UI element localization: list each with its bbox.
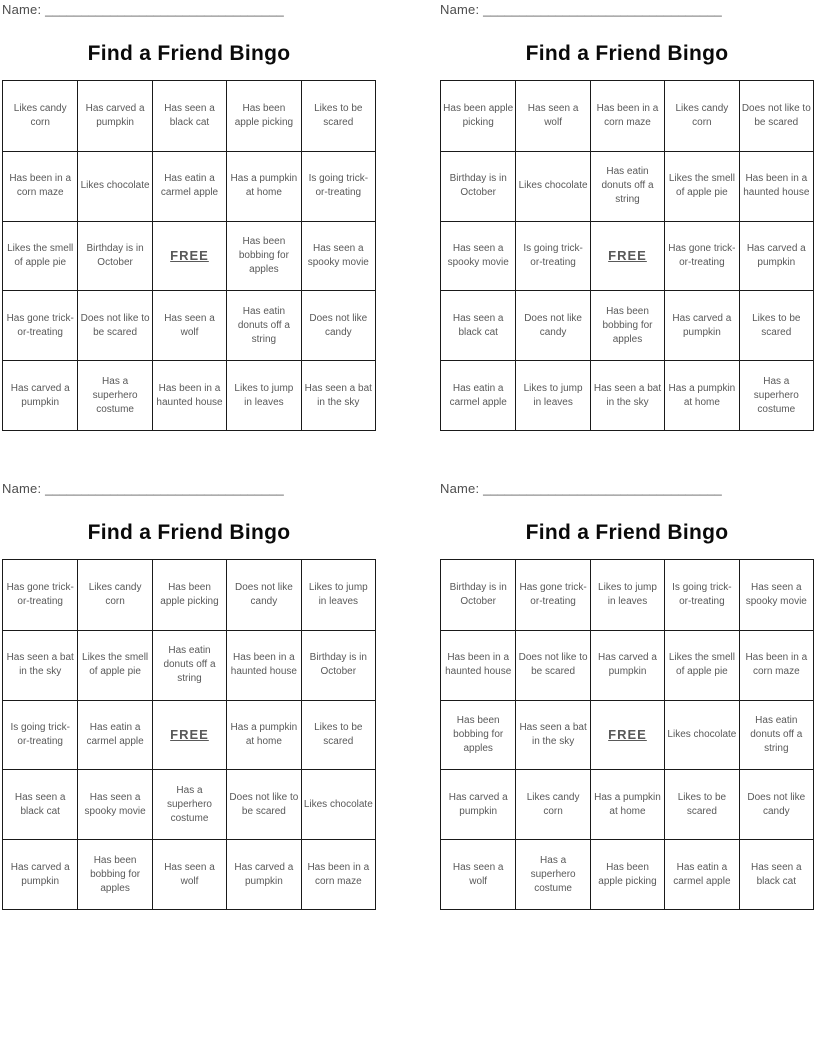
bingo-cell: Has a pumpkin at home: [664, 360, 738, 430]
free-cell: FREE: [590, 700, 664, 770]
bingo-cell: Has carved a pumpkin: [739, 221, 813, 291]
bingo-cell: Does not like to be scared: [226, 769, 300, 839]
name-blank: _________________________________: [483, 481, 722, 496]
free-cell: FREE: [152, 221, 226, 291]
bingo-cell: Has a superhero costume: [739, 360, 813, 430]
bingo-cell: Has seen a wolf: [441, 839, 515, 909]
bingo-cell: Likes the smell of apple pie: [664, 151, 738, 221]
bingo-cell: Likes to jump in leaves: [515, 360, 589, 430]
bingo-cell: Has seen a wolf: [515, 81, 589, 151]
bingo-cell: Has a superhero costume: [152, 769, 226, 839]
bingo-cell: Has been in a corn maze: [590, 81, 664, 151]
bingo-cell: Has seen a bat in the sky: [301, 360, 375, 430]
name-blank: _________________________________: [45, 2, 284, 17]
bingo-cell: Birthday is in October: [301, 630, 375, 700]
bingo-card-bottom-right: [440, 481, 814, 911]
bingo-card-top-right: [440, 2, 814, 432]
bingo-cell: Is going trick-or-treating: [301, 151, 375, 221]
name-label: Name:: [2, 2, 42, 17]
bingo-cell: Has a pumpkin at home: [226, 151, 300, 221]
bingo-cell: Has eatin a carmel apple: [441, 360, 515, 430]
bingo-cell: Has a superhero costume: [77, 360, 151, 430]
bingo-cell: Has seen a spooky movie: [301, 221, 375, 291]
bingo-cell: Does not like candy: [301, 290, 375, 360]
bingo-cell: Has seen a black cat: [3, 769, 77, 839]
bingo-cell: Has seen a spooky movie: [77, 769, 151, 839]
bingo-cell: Has been in a corn maze: [301, 839, 375, 909]
bingo-cell: Likes candy corn: [515, 769, 589, 839]
name-line: [2, 2, 284, 17]
bingo-cell: Has eatin donuts off a string: [152, 630, 226, 700]
bingo-cell: Has been bobbing for apples: [77, 839, 151, 909]
bingo-cell: Has a pumpkin at home: [590, 769, 664, 839]
bingo-cell: Does not like to be scared: [77, 290, 151, 360]
name-line: [440, 481, 722, 496]
bingo-cell: Has seen a bat in the sky: [590, 360, 664, 430]
bingo-card-top-left: [2, 2, 376, 432]
bingo-cell: Has carved a pumpkin: [3, 360, 77, 430]
bingo-cell: Likes chocolate: [664, 700, 738, 770]
bingo-cell: Is going trick-or-treating: [664, 560, 738, 630]
card-title: Find a Friend Bingo: [525, 521, 729, 544]
free-cell: FREE: [590, 221, 664, 291]
bingo-cell: Has been in a haunted house: [152, 360, 226, 430]
bingo-cell: Has eatin donuts off a string: [590, 151, 664, 221]
bingo-grid: [2, 80, 376, 431]
bingo-cell: Has been in a corn maze: [3, 151, 77, 221]
bingo-cell: Birthday is in October: [441, 151, 515, 221]
bingo-cell: Has seen a black cat: [441, 290, 515, 360]
bingo-cell: Has gone trick-or-treating: [515, 560, 589, 630]
card-title: Find a Friend Bingo: [87, 42, 291, 65]
bingo-cell: Has been bobbing for apples: [441, 700, 515, 770]
bingo-cell: Likes the smell of apple pie: [3, 221, 77, 291]
bingo-cell: Has carved a pumpkin: [3, 839, 77, 909]
bingo-cell: Has been bobbing for apples: [226, 221, 300, 291]
bingo-cell: Has eatin donuts off a string: [739, 700, 813, 770]
bingo-cell: Has been in a haunted house: [739, 151, 813, 221]
bingo-cell: Has seen a spooky movie: [441, 221, 515, 291]
name-line: [2, 481, 284, 496]
bingo-cell: Has gone trick-or-treating: [3, 290, 77, 360]
bingo-cell: Has been in a corn maze: [739, 630, 813, 700]
bingo-cell: Likes candy corn: [13, 102, 67, 128]
bingo-cell: Is going trick-or-treating: [515, 221, 589, 291]
bingo-cell: Has seen a black cat: [152, 81, 226, 151]
bingo-cell: Has gone trick-or-treating: [6, 581, 74, 607]
bingo-cell: Has been apple picking: [226, 81, 300, 151]
bingo-cell: Does not like candy: [515, 290, 589, 360]
bingo-cell: Has a pumpkin at home: [226, 700, 300, 770]
name-label: Name:: [440, 481, 480, 496]
name-blank: _________________________________: [45, 481, 284, 496]
bingo-cell: Likes chocolate: [301, 769, 375, 839]
bingo-cell: Likes chocolate: [515, 151, 589, 221]
bingo-cell: Likes to jump in leaves: [590, 560, 664, 630]
bingo-cell: Has gone trick-or-treating: [664, 221, 738, 291]
bingo-cell: Birthday is in October: [449, 581, 507, 607]
bingo-cell: Does not like candy: [226, 560, 300, 630]
bingo-cell: Has been apple picking: [590, 839, 664, 909]
bingo-cell: Likes candy corn: [664, 81, 738, 151]
bingo-cell: Has carved a pumpkin: [590, 630, 664, 700]
bingo-cell: Likes to be scared: [739, 290, 813, 360]
bingo-cell: Has carved a pumpkin: [226, 839, 300, 909]
bingo-cell: Likes to jump in leaves: [301, 560, 375, 630]
bingo-cell: Likes to jump in leaves: [226, 360, 300, 430]
bingo-cell: Likes to be scared: [301, 700, 375, 770]
bingo-cell: Does not like to be scared: [739, 81, 813, 151]
bingo-cell: Does not like candy: [739, 769, 813, 839]
bingo-cell: Likes to be scared: [664, 769, 738, 839]
bingo-grid: [440, 80, 814, 431]
bingo-grid: [2, 559, 376, 910]
bingo-cell: Has eatin a carmel apple: [77, 700, 151, 770]
name-blank: _________________________________: [483, 2, 722, 17]
bingo-grid: [440, 559, 814, 910]
bingo-cell: Has been in a haunted house: [226, 630, 300, 700]
bingo-cell: Likes chocolate: [77, 151, 151, 221]
bingo-cell: Has carved a pumpkin: [77, 81, 151, 151]
bingo-cell: Has carved a pumpkin: [664, 290, 738, 360]
bingo-cell: Has eatin donuts off a string: [226, 290, 300, 360]
bingo-cell: Has eatin a carmel apple: [664, 839, 738, 909]
bingo-cell: Has seen a black cat: [739, 839, 813, 909]
bingo-cell: Has been bobbing for apples: [590, 290, 664, 360]
card-title: Find a Friend Bingo: [87, 521, 291, 544]
name-label: Name:: [2, 481, 42, 496]
name-line: [440, 2, 722, 17]
bingo-cell: Has eatin a carmel apple: [152, 151, 226, 221]
card-title: Find a Friend Bingo: [525, 42, 729, 65]
bingo-cell: Has a superhero costume: [515, 839, 589, 909]
bingo-cell: Has seen a spooky movie: [739, 560, 813, 630]
bingo-cell: Has seen a wolf: [152, 839, 226, 909]
bingo-cell: Likes the smell of apple pie: [664, 630, 738, 700]
bingo-cell: Has seen a wolf: [152, 290, 226, 360]
bingo-cell: Likes candy corn: [77, 560, 151, 630]
bingo-cell: Has seen a bat in the sky: [515, 700, 589, 770]
bingo-cell: Birthday is in October: [77, 221, 151, 291]
bingo-cell: Likes to be scared: [301, 81, 375, 151]
bingo-cell: Has been in a haunted house: [441, 630, 515, 700]
bingo-cell: Has carved a pumpkin: [441, 769, 515, 839]
name-label: Name:: [440, 2, 480, 17]
bingo-cell: Likes the smell of apple pie: [77, 630, 151, 700]
bingo-cell: Has been apple picking: [443, 102, 514, 128]
bingo-cell: Does not like to be scared: [515, 630, 589, 700]
free-cell: FREE: [152, 700, 226, 770]
bingo-card-bottom-left: [2, 481, 376, 911]
bingo-cell: Has been apple picking: [152, 560, 226, 630]
bingo-cell: Is going trick-or-treating: [3, 700, 77, 770]
bingo-cell: Has seen a bat in the sky: [3, 630, 77, 700]
